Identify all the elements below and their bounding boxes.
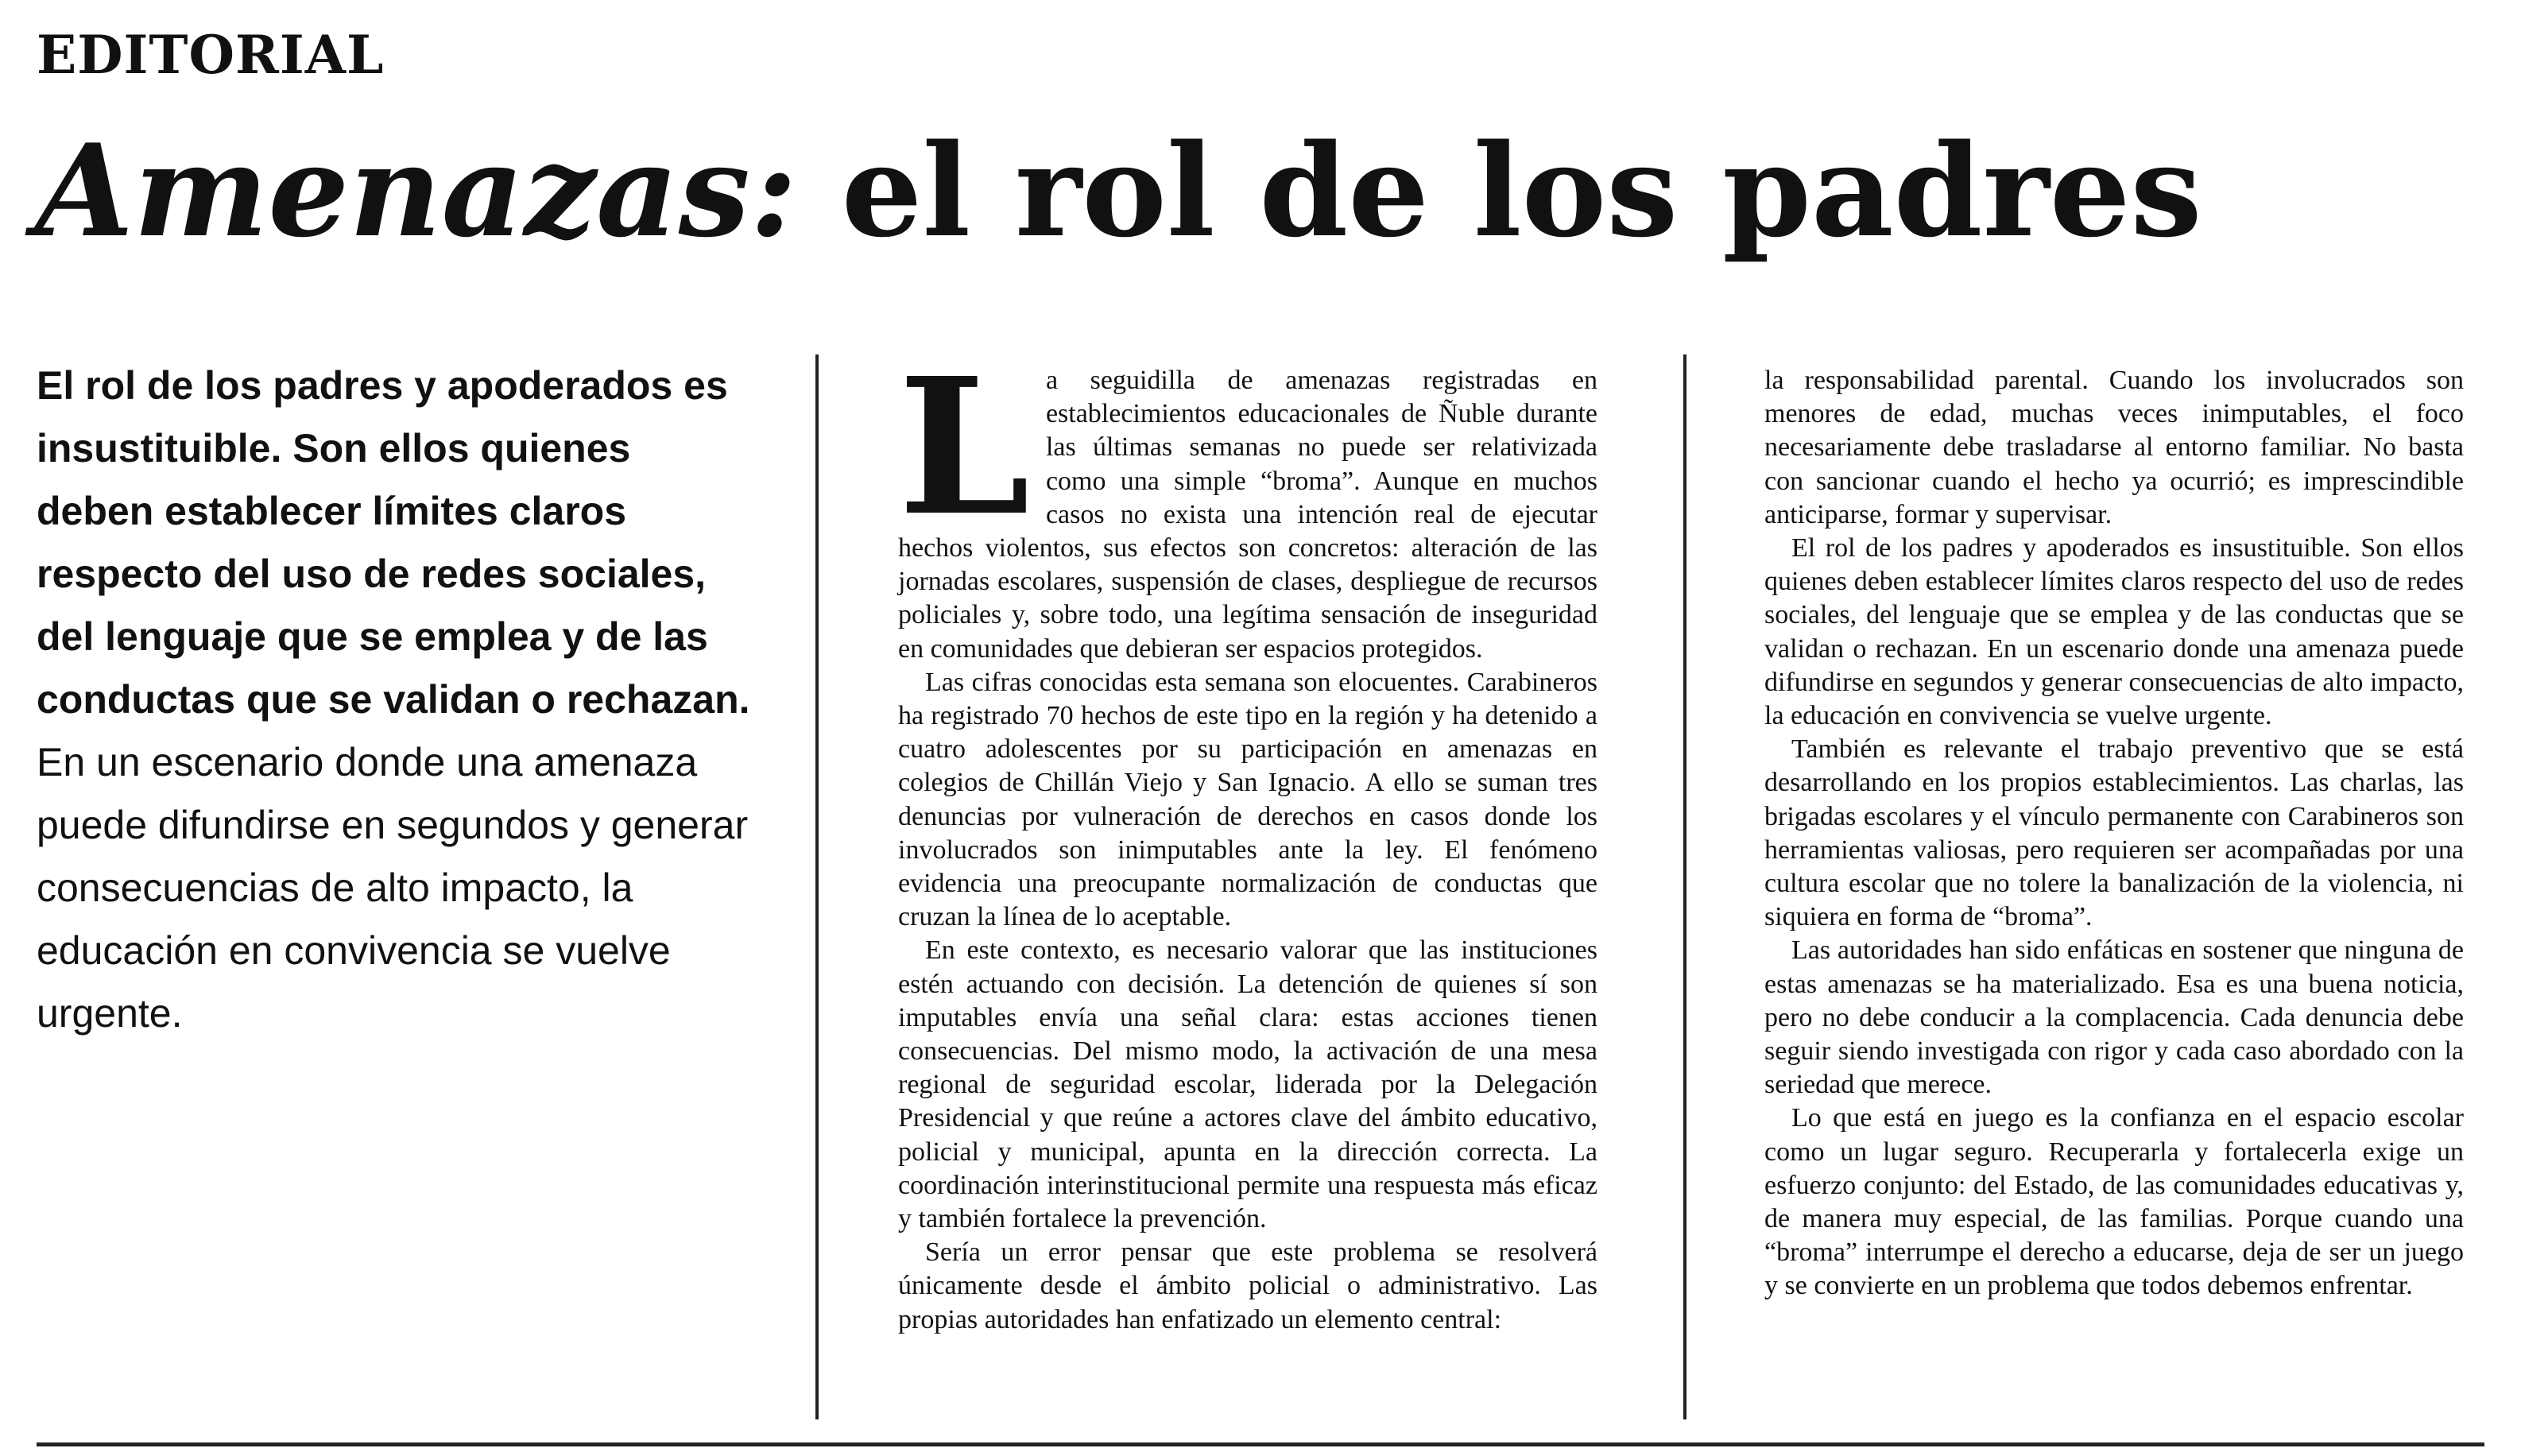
column-divider-left [815,354,819,1419]
headline-regular: el rol de los padres [841,116,2202,265]
body-paragraph: También es relevante el trabajo preventivo que se está desarrollando en los propios establecimientos. Las charlas, las brigadas escolares y el vínculo permanente con Carabineros son herramientas valiosas, pero requieren ser acompañadas por una cultura escolar que no tolere la banalización de la violencia, ni siquiera en forma de “broma”. [1764,734,2464,932]
lead-bold: El rol de los padres y apoderados es insustituible. Son ellos quienes deben establecer límites claros respecto del uso de redes sociales, del lenguaje que se emplea y de las conductas que se validan o rechazan. [37,363,750,722]
body-paragraph: Sería un error pensar que este problema se resolverá únicamente desde el ámbito policial o administrativo. Las propias autoridades han enfatizado un elemento central: [898,1237,1597,1334]
body-paragraph: Lo que está en juego es la confianza en el espacio escolar como un lugar seguro. Recuperarla y fortalecerla exige un esfuerzo conjunto: del Estado, de las comunidades educativas y, de manera muy especial, de las familias. Porque cuando una “broma” interrumpe el derecho a educarse, deja de ser un juego y se convierte en un problema que todos debemos enfrentar. [1764,1103,2464,1301]
body-paragraph: la responsabilidad parental. Cuando los involucrados son menores de edad, muchas veces inimputables, el foco necesariamente debe trasladarse al entorno familiar. No basta con sancionar cuando el hecho ya ocurrió; es imprescindible anticiparse, formar y supervisar. [1764,366,2464,529]
lead-summary [37,354,752,1045]
drop-cap: L [898,336,1030,557]
column-divider-right [1683,354,1686,1419]
body-paragraph: En este contexto, es necesario valorar que las instituciones estén actuando con decisión. La detención de quienes sí son imputables envía una señal clara: estas acciones tienen consecuencias. Del mismo modo, la activación de una mesa regional de seguridad escolar, liderada por la Delegación Presidencial y que reúne a actores clave del ámbito educativo, policial y municipal, apunta en la dirección correcta. La coordinación interinstitucional permite una respuesta más eficaz y también fortalece la prevención. [898,935,1597,1234]
section-label: EDITORIAL [37,24,385,86]
bottom-rule [37,1442,2484,1446]
body-column-2 [1764,364,2464,1303]
body-paragraph: a seguidilla de amenazas registradas en establecimientos educacionales de Ñuble durante las últimas semanas no puede ser relativizada como una simple “broma”. Aunque en muchos casos no exista una intención real de ejecutar hechos violentos, sus efectos son concretos: alteración de las jornadas escolares, suspensión de clases, despliegue de recursos policiales y, sobre todo, una legítima sensación de inseguridad en comunidades que debieran ser espacios protegidos. [898,366,1597,664]
body-paragraph: Las cifras conocidas esta semana son elocuentes. Carabineros ha registrado 70 hechos de este tipo en la región y ha detenido a cuatro adolescentes por su participación en amenazas en colegios de Chillán Viejo y San Ignacio. A ello se suman tres denuncias por vulneración de derechos en casos donde los involucrados son inimputables ante la ley. El fenómeno evidencia una preocupante normalización de conductas que cruzan la línea de lo aceptable. [898,667,1597,932]
headline-italic: Amenazas: [35,116,797,265]
body-paragraph: Las autoridades han sido enfáticas en sostener que ninguna de estas amenazas se ha materializado. Esa es una buena noticia, pero no debe conducir a la complacencia. Cada denuncia debe seguir siendo investigada con rigor y cada caso abordado con la seriedad que merece. [1764,935,2464,1100]
headline [35,116,2202,265]
body-paragraph: El rol de los padres y apoderados es insustituible. Son ellos quienes deben establecer límites claros respecto del uso de redes sociales, del lenguaje que se emplea y de las conductas que se validan o rechazan. En un escenario donde una amenaza puede difundirse en segundos y generar consecuencias de alto impacto, la educación en convivencia se vuelve urgente. [1764,533,2464,731]
body-column-1 [898,336,1597,1337]
lead-regular: En un escenario donde una amenaza puede difundirse en segundos y generar consecuencias de alto impacto, la educación en convivencia se vuelve urgente. [37,740,749,1036]
